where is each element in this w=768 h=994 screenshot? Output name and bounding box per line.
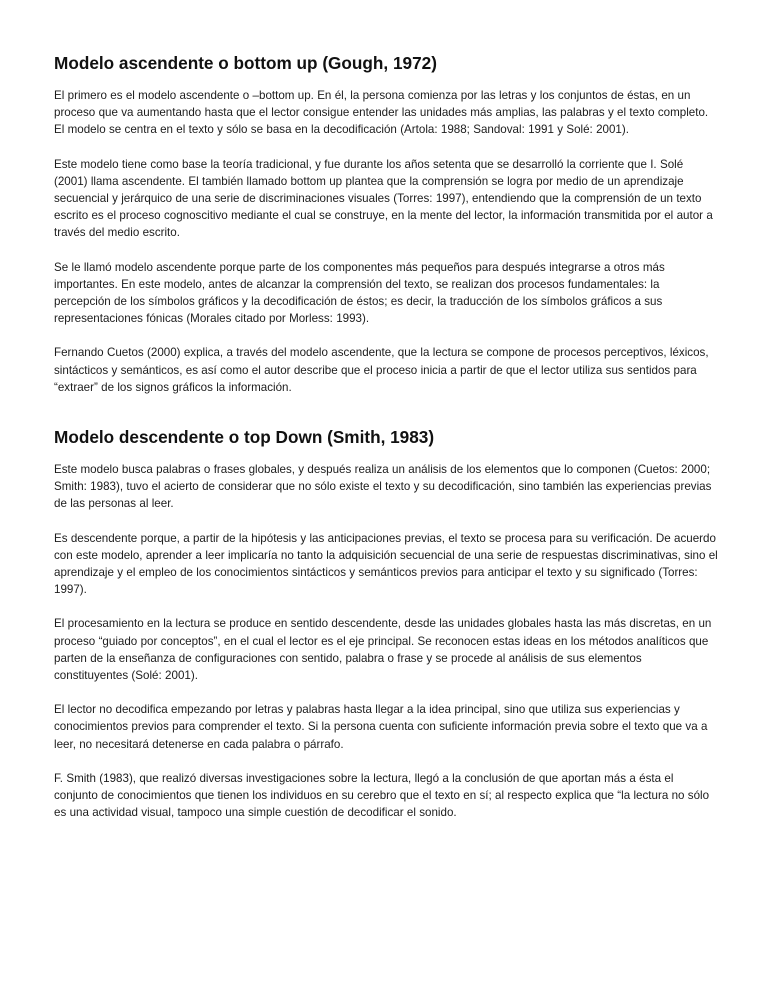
paragraph: Este modelo busca palabras o frases globales, y después realiza un análisis de los elementos que lo componen (Cuetos: 2000; Smith: 1983), tuvo el acierto de considerar que no sólo existe el texto y su decodificación, sino también las experiencias previas de las personas al leer.	[54, 463, 712, 511]
paragraph: El primero es el modelo ascendente o –bottom up. En él, la persona comienza por las letras y los conjuntos de éstas, en un proceso que va aumentando hasta que el lector consigue entender las unidades más amplias, las palabras y el texto completo. El modelo se centra en el texto y sólo se basa en la decodificación (Artola: 1988; Sandoval: 1991 y Solé: 2001).	[54, 89, 709, 137]
paragraph: Este modelo tiene como base la teoría tradicional, y fue durante los años setenta que se desarrolló la corriente que I. Solé (2001) llama ascendente. El también llamado bottom up plantea que la comprensión se logra por medio de un aprendizaje secuencial y jerárquico de una serie de discriminaciones visuales (Torres: 1997), entendiendo que la comprensión de un texto escrito es el proceso cognoscitivo mediante el cual se construye, en la mente del lector, la información transmitida por el autor a través del medio escrito.	[54, 157, 713, 240]
section-title-bottom-up: Modelo ascendente o bottom up (Gough, 1972)	[54, 53, 437, 73]
section-title-top-down: Modelo descendente o top Down (Smith, 1983)	[54, 427, 435, 448]
paragraph: Fernando Cuetos (2000) explica, a través del modelo ascendente, que la lectura se compone de procesos perceptivos, léxicos, sintácticos y semánticos, es así como el autor describe que el proceso inicia a partir de que el lector utiliza sus sentidos para “extraer” de los signos gráficos la información.	[54, 346, 709, 394]
paragraph: Se le llamó modelo ascendente porque parte de los componentes más pequeños para después integrarse a otros más importantes. En este modelo, antes de alcanzar la comprensión del texto, se realizan dos procesos fundamentales: la percepción de los símbolos gráficos y la decodificación de éstos; es decir, la traducción de los símbolos gráficos a sus representaciones fónicas (Morales citado por Morless: 1993).	[54, 260, 665, 326]
paragraph: F. Smith (1983), que realizó diversas investigaciones sobre la lectura, llegó a la conclusión de que aportan más a ésta el conjunto de conocimientos que tienen los individuos en su cerebro que el texto en sí; al respecto explica que “la lectura no sólo es una actividad visual, tampoco una simple cuestión de decodificar el sonido.	[54, 771, 710, 820]
paragraph: El procesamiento en la lectura se produce en sentido descendente, desde las unidades globales hasta las más discretas, en un proceso “guiado por conceptos”, en el cual el lector es el eje principal. Se reconocen estas ideas en los métodos analíticos que parten de la enseñanza de configuraciones con sentido, palabra o frase y se procede al análisis de sus elementos constituyentes (Solé: 2001).	[54, 617, 712, 683]
paragraph: El lector no decodifica empezando por letras y palabras hasta llegar a la idea principal, sino que utiliza sus experiencias y conocimientos previos para comprender el texto. Si la persona cuenta con suficiente información previa sobre el texto que va a leer, no necesitará detenerse en cada palabra o párrafo.	[54, 703, 708, 751]
document-page	[54, 52, 718, 839]
paragraph: Es descendente porque, a partir de la hipótesis y las anticipaciones previas, el texto se procesa para su verificación. De acuerdo con este modelo, aprender a leer implicaría no tanto la adquisición secuencial de una serie de respuestas discriminativas, sino el aprendizaje y el empleo de los conocimientos sintácticos y semánticos previos para anticipar el texto y su significado (Torres: 1997).	[54, 531, 718, 597]
